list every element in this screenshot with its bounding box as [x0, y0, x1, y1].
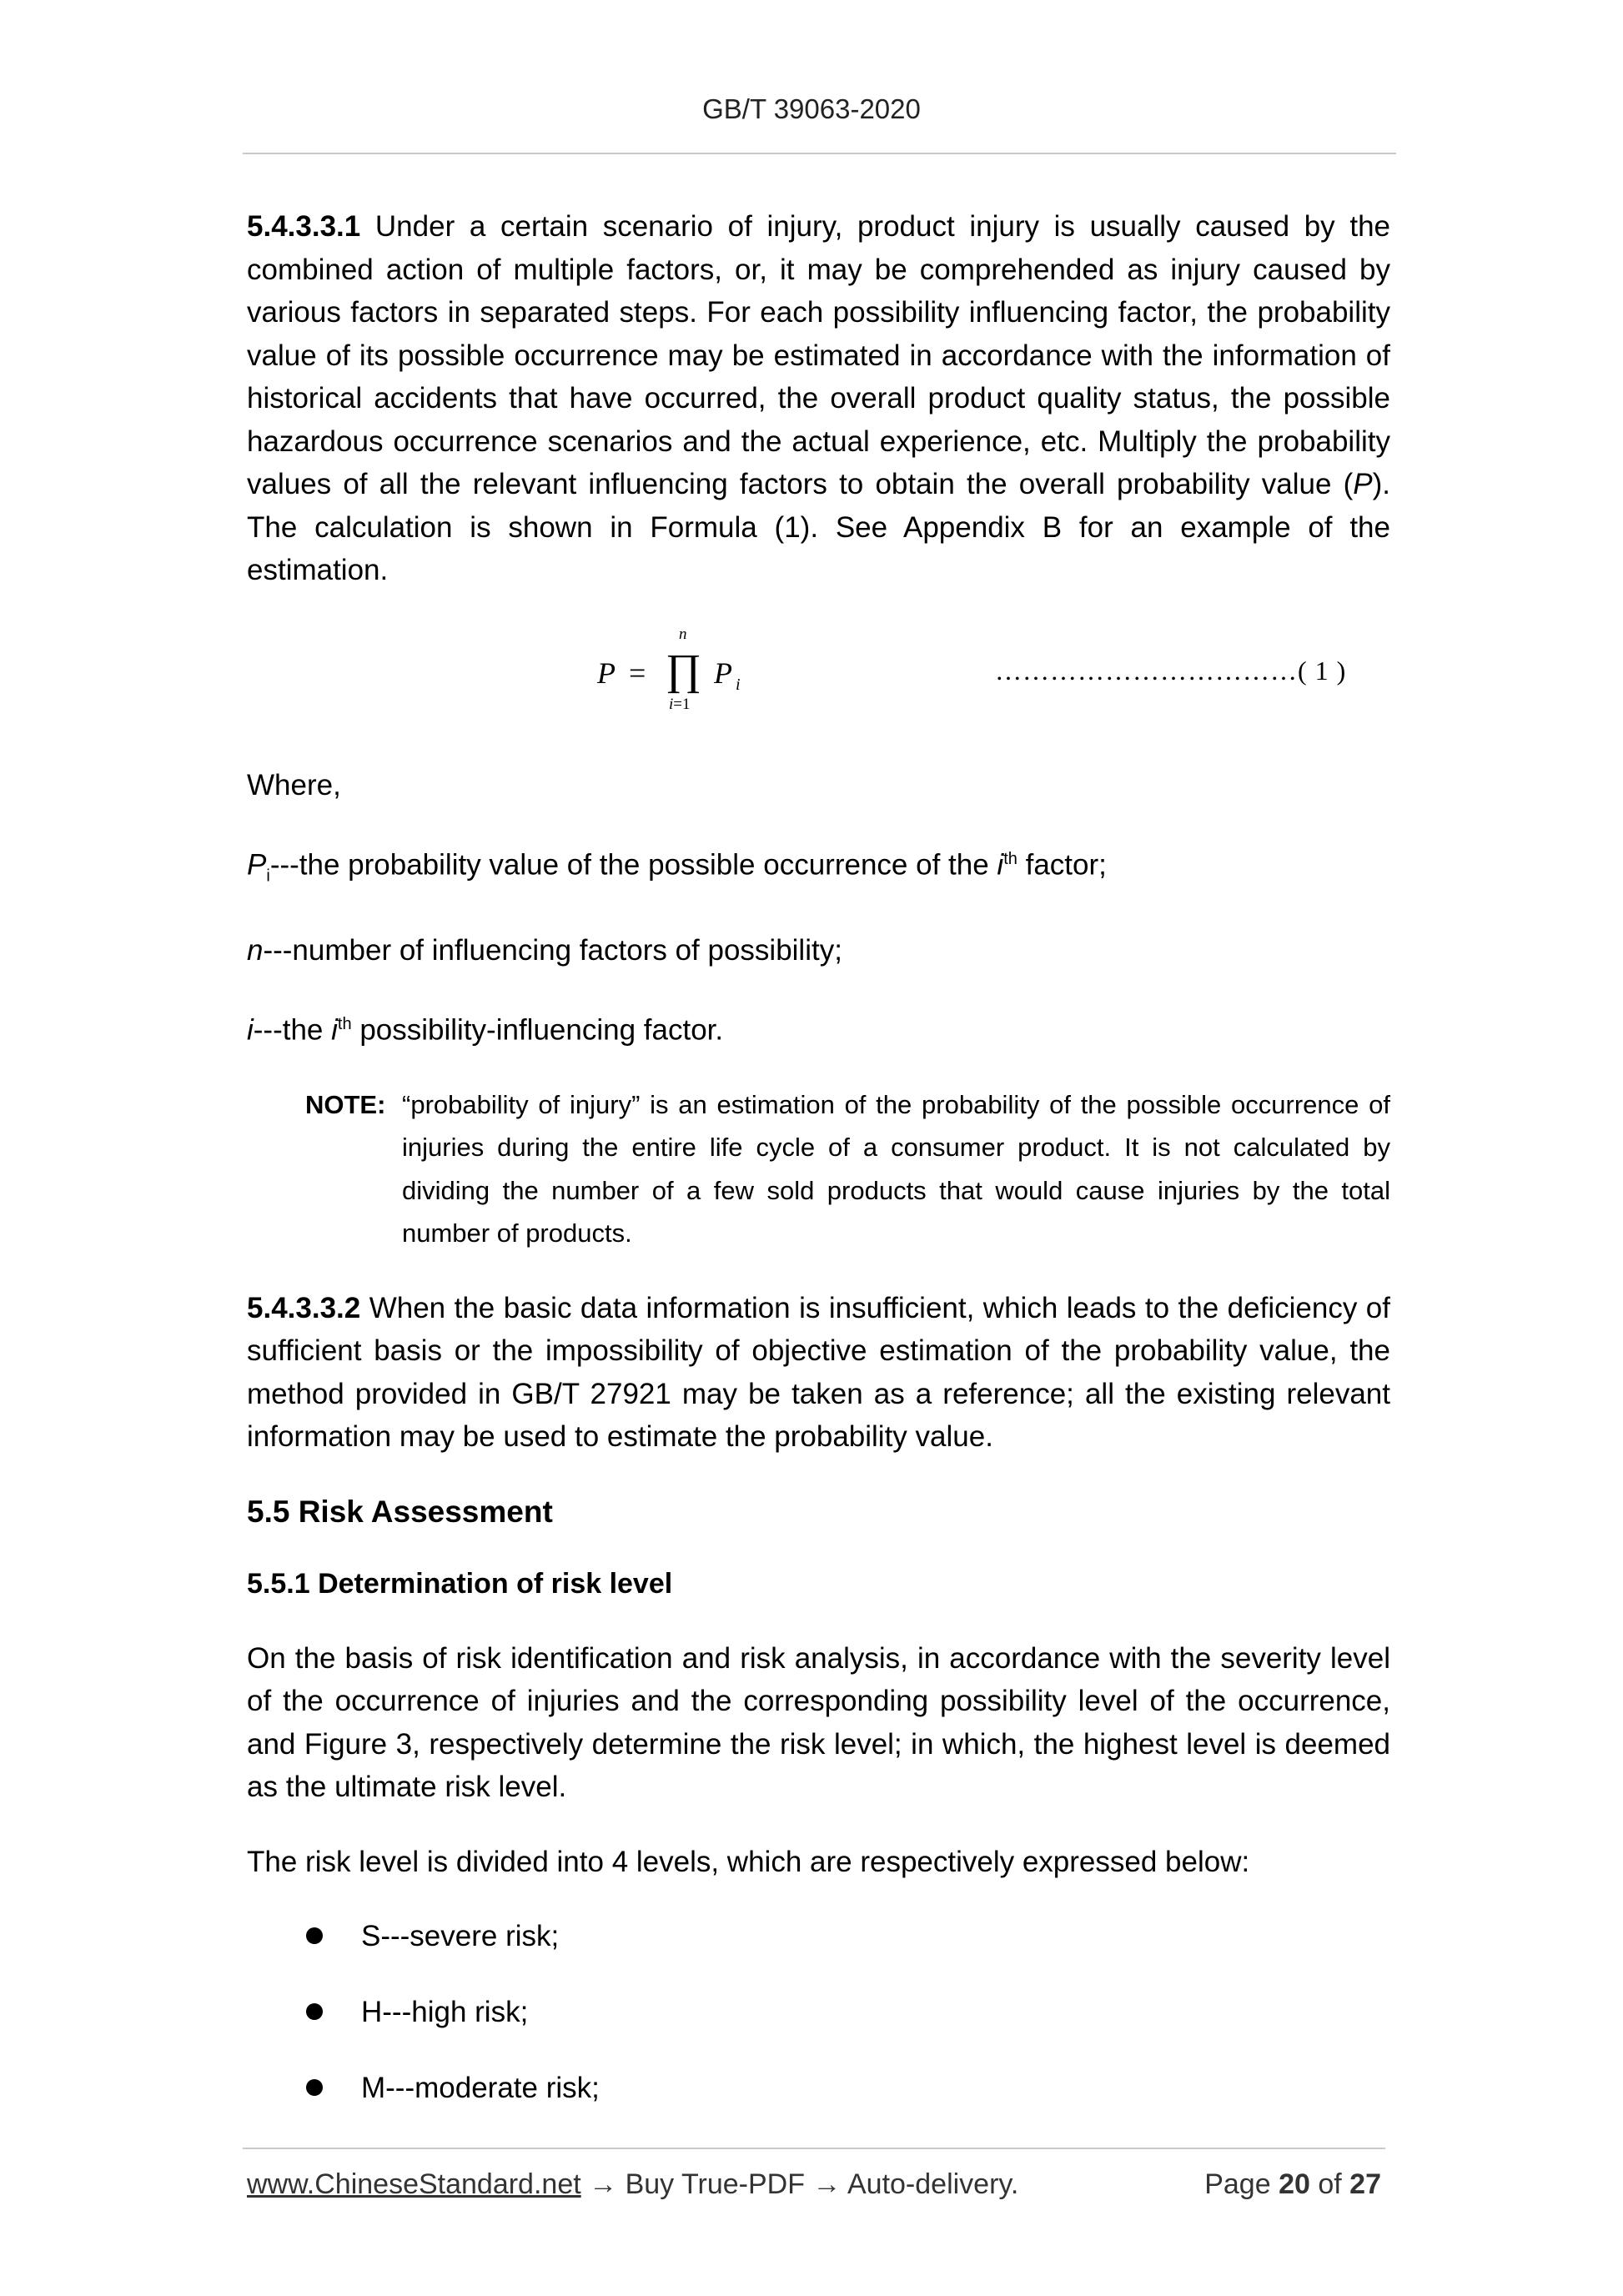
doc-id: GB/T 39063-2020	[702, 93, 921, 124]
document-header	[0, 93, 1623, 125]
page-current: 20	[1279, 2168, 1310, 2200]
formula-expression	[597, 624, 864, 732]
site-link[interactable]: www.ChineseStandard.net	[247, 2168, 581, 2200]
page-body	[247, 205, 1390, 2143]
def-text: ---the probability value of the possible occurrence of the	[269, 848, 997, 882]
subsection-heading: 5.5.1 Determination of risk level	[247, 1567, 673, 1600]
where-label: Where,	[247, 768, 341, 801]
formula-term	[714, 656, 741, 695]
term-symbol: P	[714, 656, 732, 690]
def-sup-var: i	[331, 1013, 338, 1047]
list-item-text: S---severe risk;	[361, 1920, 560, 1953]
formula-reference: ……………………………( 1 )	[995, 655, 1347, 686]
def-symbol: i	[247, 1013, 254, 1047]
lower-rest: =1	[673, 695, 691, 713]
page-word: Page	[1204, 2168, 1271, 2200]
def-text: ---the	[253, 1013, 332, 1047]
header-divider	[243, 153, 1396, 154]
term-sub: i	[736, 675, 741, 694]
section-heading: 5.5 Risk Assessment	[247, 1494, 553, 1529]
page-footer	[247, 2168, 1381, 2201]
def-text-end: factor;	[1017, 848, 1107, 882]
definition-n	[247, 929, 1390, 972]
of-word: of	[1318, 2168, 1342, 2200]
list-item	[247, 2067, 1390, 2109]
lower-var: i	[669, 695, 674, 713]
def-text: ---number of influencing factors of possibility;	[263, 934, 842, 967]
bullet-icon	[306, 2003, 323, 2020]
note-block	[305, 1083, 1390, 1255]
def-symbol: P	[247, 848, 267, 882]
def-sup: th	[1003, 849, 1018, 868]
def-sub: i	[266, 867, 270, 886]
definition-pi	[247, 838, 1390, 898]
risk-level-list	[247, 1915, 1390, 2109]
formula-equals: =	[629, 656, 646, 690]
clause-5-4-3-3-2	[247, 1287, 1390, 1459]
def-symbol: n	[247, 934, 264, 967]
formula-1	[247, 624, 1390, 732]
formula-lhs: P	[597, 656, 616, 690]
def-text-end: possibility-influencing factor.	[351, 1013, 724, 1047]
clause-text: Under a certain scenario of injury, product injury is usually caused by the combined action of multiple factors, or, it may be comprehended as injury caused by various factors in separated steps. For each possibility influencing factor, the probability value of its possible occurrence may be estimated in accordance with the information of historical accidents that have occurred, the overall product quality status, the possible hazardous occurrence scenarios and the actual experience, etc. Multiply the probability values of all the relevant influencing factors to obtain the overall probability value (	[247, 210, 1390, 500]
bullet-icon	[306, 1927, 323, 1944]
note-label: NOTE:	[305, 1089, 386, 1119]
product-lower-limit	[669, 696, 691, 714]
footer-tagline: → Buy True-PDF → Auto-delivery.	[580, 2168, 1019, 2200]
list-item-text: M---moderate risk;	[361, 2072, 600, 2105]
product-symbol: ∏	[666, 646, 701, 694]
clause-5-4-3-3-1	[247, 205, 1390, 592]
bullet-icon	[306, 2079, 323, 2096]
page-total: 27	[1349, 2168, 1381, 2200]
clause-text: When the basic data information is insufficient, which leads to the deficiency of sufficient basis or the impossibility of objective estimation of the probability value, the method provided in GB/T 27921 may be taken as a reference; all the existing relevant information may be used to estimate the probability value.	[247, 1291, 1390, 1454]
list-item	[247, 1991, 1390, 2033]
list-item-text: H---high risk;	[361, 1996, 529, 2029]
note-text: “probability of injury” is an estimation of the probability of the possible occurrence of injuries during the entire life cycle of a consumer product. It is not calculated by dividing the number of a few sold products that would cause injuries by the total number of products.	[402, 1089, 1390, 1248]
definition-i	[247, 1003, 1390, 1052]
clause-text-end: ). The calculation is shown in Formula (1). See Appendix B for an example of the estimation.	[247, 468, 1390, 586]
list-item	[247, 1915, 1390, 1957]
footer-divider	[243, 2148, 1385, 2149]
def-sup: th	[337, 1015, 352, 1034]
def-sup-var: i	[997, 848, 1004, 882]
clause-number: 5.4.3.3.1	[247, 210, 361, 243]
product-upper-limit: n	[679, 625, 687, 643]
clause-var: P	[1353, 468, 1373, 500]
clause-number: 5.4.3.3.2	[247, 1291, 361, 1324]
paragraph-basis: On the basis of risk identification and risk analysis, in accordance with the severity level of the occurrence of injuries and the corresponding possibility level of the occurrence, and Figure 3, respectively determine the risk level; in which, the highest level is deemed as the ultimate risk level.	[247, 1641, 1390, 1804]
page-number	[1204, 2168, 1381, 2201]
paragraph-levels: The risk level is divided into 4 levels, which are respectively expressed below:	[247, 1845, 1250, 1878]
